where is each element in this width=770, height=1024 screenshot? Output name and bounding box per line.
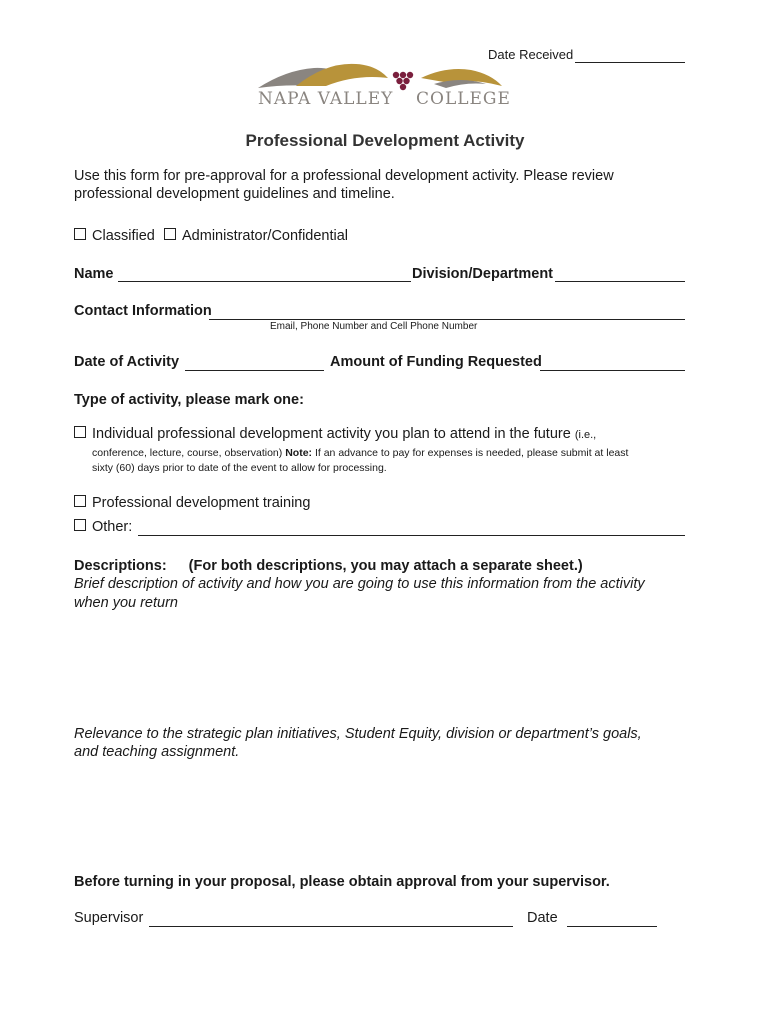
descriptions-heading: Descriptions: (For both descriptions, you may attach a separate sheet.) [74, 558, 583, 574]
funding-label: Amount of Funding Requested [330, 354, 542, 370]
checkbox-icon[interactable] [164, 228, 176, 240]
approval-date-label: Date [527, 910, 558, 926]
approval-date-field[interactable] [567, 926, 657, 927]
activity-type-heading: Type of activity, please mark one: [74, 392, 304, 408]
classified-option[interactable]: Classified [74, 228, 155, 244]
intro-line-2: professional development guidelines and timeline. [74, 186, 395, 202]
contact-label: Contact Information [74, 303, 212, 319]
supervisor-label: Supervisor [74, 910, 144, 926]
logo-text-right: COLLEGE [416, 89, 511, 109]
relevance-area[interactable] [74, 765, 686, 865]
checkbox-icon[interactable] [74, 519, 86, 531]
relevance-line-2: and teaching assignment. [74, 744, 240, 760]
activity-option-individual-detail-2: sixty (60) days prior to date of the event to allow for processing. [92, 462, 387, 474]
activity-option-individual[interactable]: Individual professional development activity you plan to attend in the future (i.e., [74, 426, 596, 442]
date-of-activity-field[interactable] [185, 370, 324, 371]
checkbox-icon[interactable] [74, 495, 86, 507]
page-title: Professional Development Activity [245, 131, 525, 150]
name-field[interactable] [118, 281, 411, 282]
checkbox-icon[interactable] [74, 228, 86, 240]
activity-option-individual-detail: conference, lecture, course, observation) Note: If an advance to pay for expenses is needed, please submit at least [92, 447, 629, 459]
other-field[interactable] [138, 535, 685, 536]
activity-option-other[interactable]: Other: [74, 519, 132, 535]
brief-description-line-2: when you return [74, 595, 178, 611]
date-received-field[interactable] [575, 62, 685, 63]
grapes-icon [393, 72, 413, 90]
brief-description-line-1: Brief description of activity and how you are going to use this information from the activity [74, 576, 645, 592]
approval-heading: Before turning in your proposal, please obtain approval from your supervisor. [74, 874, 610, 890]
college-logo [256, 62, 511, 112]
date-received-label: Date Received [488, 47, 574, 62]
activity-option-training[interactable]: Professional development training [74, 495, 310, 511]
funding-field[interactable] [540, 370, 685, 371]
admin-option[interactable]: Administrator/Confidential [164, 228, 348, 244]
contact-hint: Email, Phone Number and Cell Phone Number [270, 321, 478, 332]
checkbox-icon[interactable] [74, 426, 86, 438]
name-label: Name [74, 266, 114, 282]
relevance-line-1: Relevance to the strategic plan initiatives, Student Equity, division or department’s goals, [74, 726, 642, 742]
contact-field[interactable] [209, 319, 685, 320]
division-label: Division/Department [412, 266, 553, 282]
intro-line-1: Use this form for pre-approval for a professional development activity. Please review [74, 168, 614, 184]
brief-description-area[interactable] [74, 615, 686, 715]
date-of-activity-label: Date of Activity [74, 354, 180, 370]
division-field[interactable] [555, 281, 685, 282]
supervisor-field[interactable] [149, 926, 513, 927]
logo-text-left: NAPA VALLEY [258, 89, 394, 109]
